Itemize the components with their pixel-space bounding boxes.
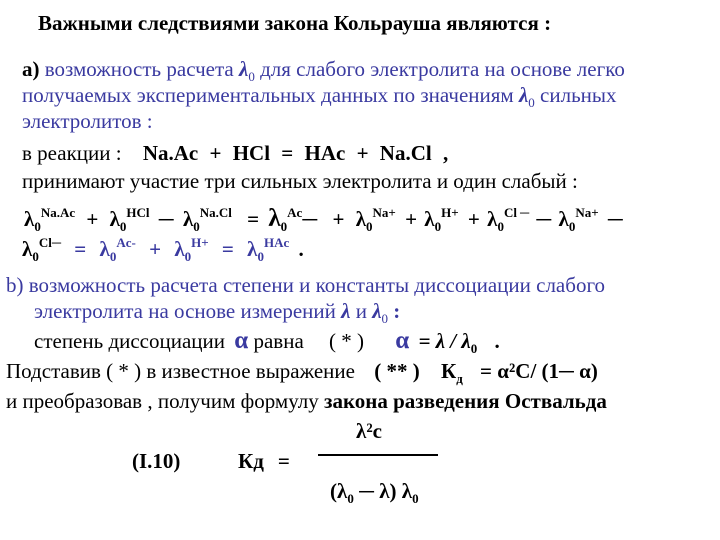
item-b-line2: электролита на основе измерений λ и $\lambda_0$ :	[34, 299, 401, 326]
item-b-line1: b) возможность расчета степени и константы диссоциации слабого	[6, 273, 606, 297]
substitution-line: Подставив ( * ) в известное выражение ( ** ) $К_д = \alpha^2С/$ (1─ α)	[6, 359, 598, 386]
page-title: Важными следствиями закона Кольрауша являются :	[38, 11, 552, 35]
kohlrausch-equation-row2: $\lambda_0^{Cl─} = \lambda_0^{Ac-} + \lambda_0^{H+} = \lambda_0^{HAc}$ .	[22, 235, 304, 264]
item-a-line2: получаемых экспериментальных данных по значениям $\lambda_0$ сильных	[22, 83, 617, 110]
ostwald-lhs: Кд =	[238, 449, 290, 473]
kohlrausch-equation-row1: $\lambda_0^{Na.Ac} + \lambda_0^{HCl}$ ─ $\lambda_0^{Na.Cl}$ = $\lambda_0^{Ac}─ + \lambda_0^{Na+} + \lambda_0^{H+} + \lambda_0^{Cl}$ ─ ─ $\lambda_0^{Na+}$ ─	[24, 205, 623, 234]
item-b-marker: b)	[6, 273, 24, 297]
transformation-line: и преобразовав , получим формулу закона разведения Оствальда	[6, 389, 607, 413]
reaction-equation: Na.Ac + HCl = HAc + Na.Cl ,	[142, 141, 449, 165]
dissociation-degree-line: степень диссоциации α равна ( * ) $\alpha = \lambda / \lambda_0$ .	[34, 327, 500, 356]
reaction-label: в реакции :	[22, 141, 122, 165]
participants-line: принимают участие три сильных электролита и один слабый :	[22, 169, 578, 193]
fraction-bar	[318, 454, 438, 456]
reaction-line	[22, 140, 448, 166]
equation-label: (I.10)	[132, 449, 181, 473]
item-a-marker: а)	[22, 57, 40, 81]
ostwald-numerator: λ²c	[356, 419, 382, 443]
item-a-line3: электролитов :	[22, 109, 153, 133]
ostwald-denominator: ($\lambda_0$ ─ λ) $\lambda_0$	[330, 479, 419, 506]
item-a-line1: а) возможность расчета $\lambda_0$ для слабого электролита на основе легко	[22, 57, 625, 84]
